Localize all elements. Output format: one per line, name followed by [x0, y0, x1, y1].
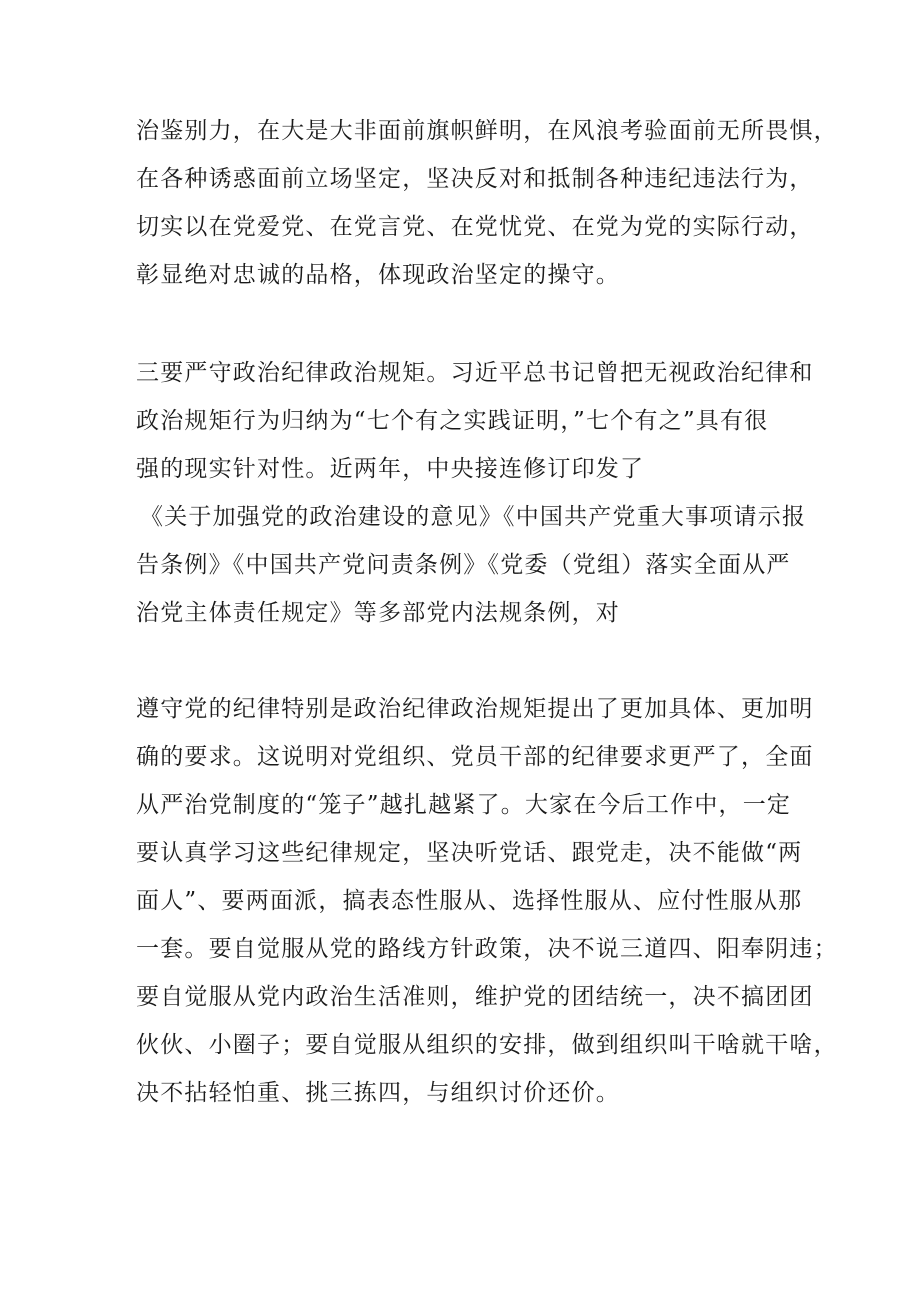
text-line: 面人”、要两面派，搞表态性服从、选择性服从、应付性服从那	[136, 888, 803, 914]
text-line: 告条例》《中国共产党问责条例》《党委（党组）落实全面从严	[136, 552, 791, 578]
text-line: 要认真学习这些纪律规定，坚决听党话、跟党走，决不能做“两	[136, 840, 803, 866]
text-line: 三要严守政治纪律政治规矩。习近平总书记曾把无视政治纪律和	[136, 360, 814, 386]
text-line: 彰显绝对忠诚的品格，体现政治坚定的操守。	[136, 262, 620, 288]
text-line: 治党主体责任规定》等多部党内法规条例，对	[136, 600, 620, 626]
text-line: 切实以在党爱党、在党言党、在党忧党、在党为党的实际行动，	[136, 214, 814, 240]
text-line: 确的要求。这说明对党组织、党员干部的纪律要求更严了，全面	[136, 744, 814, 770]
text-line: 伙伙、小圈子；要自觉服从组织的安排，做到组织叫干啥就干啥，	[136, 1032, 838, 1058]
text-line: 在各种诱惑面前立场坚定，坚决反对和抵制各种违纪违法行为，	[136, 166, 814, 192]
text-line: 一套。要自觉服从党的路线方针政策，决不说三道四、阳奉阴违；	[136, 936, 838, 962]
text-line: 要自觉服从党内政治生活准则，维护党的团结统一，决不搞团团	[136, 984, 814, 1010]
text-line: 遵守党的纪律特别是政治纪律政治规矩提出了更加具体、更加明	[136, 696, 814, 722]
text-line: 《关于加强党的政治建设的意见》《中国共产党重大事项请示报	[140, 504, 807, 530]
text-line: 决不拈轻怕重、挑三拣四，与组织讨价还价。	[136, 1080, 620, 1106]
text-line: 政治规矩行为归纳为“七个有之实践证明，”七个有之”具有很	[136, 408, 769, 434]
text-line: 从严治党制度的“笼子”越扎越紧了。大家在今后工作中，一定	[136, 792, 792, 818]
text-line: 强的现实针对性。近两年，中央接连修订印发了	[136, 456, 645, 482]
text-line: 治鉴别力，在大是大非面前旗帜鲜明，在风浪考验面前无所畏惧，	[136, 118, 838, 144]
